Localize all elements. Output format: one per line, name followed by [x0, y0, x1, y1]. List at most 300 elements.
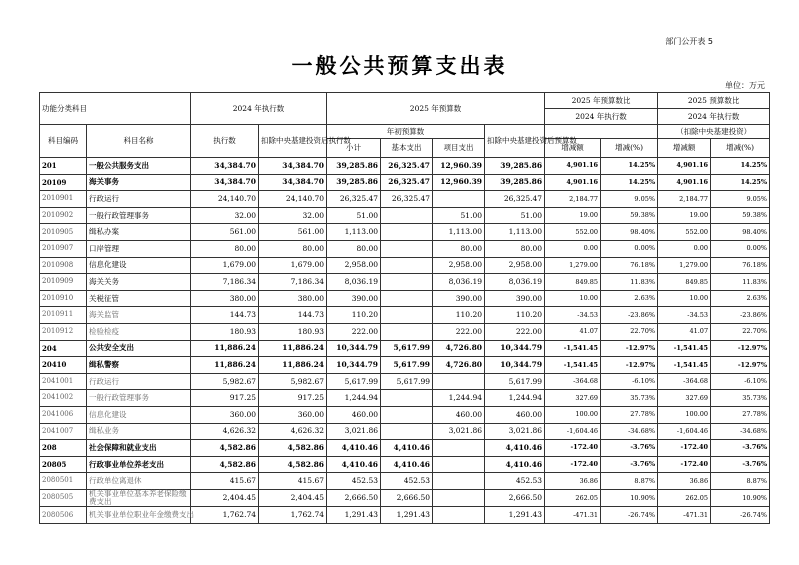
table-row	[40, 191, 770, 208]
cell-basic: 452.53	[381, 473, 433, 490]
cell-diff2: -364.68	[658, 373, 711, 390]
cell-diff2: 1,279.00	[658, 257, 711, 274]
cell-exec: 24,140.70	[191, 191, 259, 208]
cell-name: 行政运行	[87, 373, 191, 390]
cell-rate2: -3.76%	[711, 440, 770, 457]
cell-name: 信息化建设	[87, 257, 191, 274]
header-cmp1-line1: 2025 年预算数比	[545, 93, 658, 109]
cell-rate1: 14.25%	[601, 174, 658, 191]
cell-name: 关税征管	[87, 290, 191, 307]
cell-project: 4,726.80	[433, 357, 485, 374]
header-cmp2-line1: 2025 预算数比	[658, 93, 770, 109]
cell-exec: 415.67	[191, 473, 259, 490]
cell-basic	[381, 290, 433, 307]
table-row	[40, 507, 770, 524]
cell-rate1: 9.05%	[601, 191, 658, 208]
cell-diff2: 327.69	[658, 390, 711, 407]
cell-budget-excl: 1,244.94	[485, 390, 545, 407]
cell-subtotal: 80.00	[327, 240, 381, 257]
cell-rate1: 11.83%	[601, 274, 658, 291]
cell-code: 2010901	[40, 191, 87, 208]
table-row	[40, 440, 770, 457]
cell-budget-excl: 26,325.47	[485, 191, 545, 208]
cell-code: 20410	[40, 357, 87, 374]
cell-exec: 34,384.70	[191, 158, 259, 175]
cell-project: 4,726.80	[433, 340, 485, 357]
cell-basic: 5,617.99	[381, 357, 433, 374]
header-func-subject: 功能分类科目	[40, 93, 191, 125]
cell-basic: 2,666.50	[381, 489, 433, 507]
cell-subtotal: 222.00	[327, 323, 381, 340]
cell-name: 海关关务	[87, 274, 191, 291]
cell-rate2: 9.05%	[711, 191, 770, 208]
cell-budget-excl: 5,617.99	[485, 373, 545, 390]
cell-rate2: 22.70%	[711, 323, 770, 340]
cell-basic: 26,325.47	[381, 158, 433, 175]
cell-budget-excl: 10,344.79	[485, 357, 545, 374]
cell-rate2: 27.78%	[711, 406, 770, 423]
cell-name: 行政单位离退休	[87, 473, 191, 490]
cell-subtotal: 2,958.00	[327, 257, 381, 274]
cell-exec-excl: 80.00	[259, 240, 327, 257]
cell-budget-excl: 222.00	[485, 323, 545, 340]
cell-basic	[381, 406, 433, 423]
table-row	[40, 290, 770, 307]
cell-basic: 26,325.47	[381, 191, 433, 208]
cell-project: 51.00	[433, 207, 485, 224]
header-cmp1-line2: 2024 年执行数	[545, 109, 658, 125]
cell-basic: 4,410.46	[381, 440, 433, 457]
cell-subtotal: 51.00	[327, 207, 381, 224]
cell-diff1: -1,604.46	[545, 423, 601, 440]
table-row	[40, 456, 770, 473]
cell-name: 社会保障和就业支出	[87, 440, 191, 457]
header-diff2: 增减额	[658, 139, 711, 158]
cell-diff1: 19.00	[545, 207, 601, 224]
cell-code: 2041001	[40, 373, 87, 390]
cell-basic	[381, 390, 433, 407]
form-code: 部门公开表 5	[665, 37, 713, 46]
cell-subtotal: 10,344.79	[327, 357, 381, 374]
cell-rate2: 98.40%	[711, 224, 770, 241]
cell-name: 信息化建设	[87, 406, 191, 423]
cell-diff1: -1,541.45	[545, 357, 601, 374]
cell-exec: 2,404.45	[191, 489, 259, 507]
cell-subtotal: 390.00	[327, 290, 381, 307]
cell-diff1: -34.53	[545, 307, 601, 324]
cell-rate1: 10.90%	[601, 489, 658, 507]
table-row	[40, 158, 770, 175]
cell-basic: 1,291.43	[381, 507, 433, 524]
cell-rate1: -3.76%	[601, 456, 658, 473]
cell-rate2: 76.18%	[711, 257, 770, 274]
header-subtotal: 小计	[327, 139, 381, 158]
cell-rate1: -23.86%	[601, 307, 658, 324]
header-code: 科目编码	[40, 125, 87, 158]
cell-diff2: 4,901.16	[658, 174, 711, 191]
header-initial-budget: 年初预算数	[327, 125, 485, 139]
cell-diff2: 19.00	[658, 207, 711, 224]
cell-exec: 11,886.24	[191, 340, 259, 357]
table-row	[40, 174, 770, 191]
cell-exec: 11,886.24	[191, 357, 259, 374]
table-row	[40, 423, 770, 440]
cell-diff2: 41.07	[658, 323, 711, 340]
cell-rate1: -3.76%	[601, 440, 658, 457]
cell-diff2: 849.85	[658, 274, 711, 291]
cell-project: 110.20	[433, 307, 485, 324]
cell-budget-excl: 4,410.46	[485, 440, 545, 457]
cell-project: 460.00	[433, 406, 485, 423]
cell-project	[433, 456, 485, 473]
cell-code: 2010902	[40, 207, 87, 224]
cell-budget-excl: 390.00	[485, 290, 545, 307]
cell-rate1: 27.78%	[601, 406, 658, 423]
cell-exec-excl: 415.67	[259, 473, 327, 490]
cell-basic	[381, 274, 433, 291]
cell-budget-excl: 51.00	[485, 207, 545, 224]
cell-rate2: 59.38%	[711, 207, 770, 224]
cell-diff2: 2,184.77	[658, 191, 711, 208]
cell-diff2: -1,541.45	[658, 340, 711, 357]
cell-basic	[381, 423, 433, 440]
header-basic: 基本支出	[381, 139, 433, 158]
cell-exec-excl: 4,582.86	[259, 456, 327, 473]
cell-name: 机关事业单位基本养老保险缴费支出	[87, 489, 191, 507]
cell-exec: 1,679.00	[191, 257, 259, 274]
cell-name: 海关事务	[87, 174, 191, 191]
cell-code: 204	[40, 340, 87, 357]
cell-name: 行政事业单位养老支出	[87, 456, 191, 473]
cell-exec-excl: 917.25	[259, 390, 327, 407]
cell-diff2: -172.40	[658, 440, 711, 457]
cell-subtotal: 2,666.50	[327, 489, 381, 507]
cell-exec: 4,626.32	[191, 423, 259, 440]
cell-diff1: 262.05	[545, 489, 601, 507]
cell-code: 201	[40, 158, 87, 175]
cell-diff1: -172.40	[545, 456, 601, 473]
cell-rate1: -12.97%	[601, 357, 658, 374]
table-row	[40, 240, 770, 257]
cell-diff2: -1,541.45	[658, 357, 711, 374]
cell-rate2: 35.73%	[711, 390, 770, 407]
table-row	[40, 489, 770, 507]
cell-name: 海关监管	[87, 307, 191, 324]
header-exec: 执行数	[191, 125, 259, 158]
cell-exec: 180.93	[191, 323, 259, 340]
cell-subtotal: 1,291.43	[327, 507, 381, 524]
table-row	[40, 207, 770, 224]
header-exec-2024: 2024 年执行数	[191, 93, 327, 125]
cell-diff1: 41.07	[545, 323, 601, 340]
cell-diff2: 552.00	[658, 224, 711, 241]
cell-project: 222.00	[433, 323, 485, 340]
header-budget-2025: 2025 年预算数	[327, 93, 545, 125]
header-cmp2-line2: 2024 年执行数	[658, 109, 770, 125]
header-diff1: 增减额	[545, 139, 601, 158]
cell-diff1: 849.85	[545, 274, 601, 291]
cell-exec: 561.00	[191, 224, 259, 241]
cell-name: 行政运行	[87, 191, 191, 208]
cell-code: 2010911	[40, 307, 87, 324]
cell-diff2: -471.31	[658, 507, 711, 524]
cell-project: 1,244.94	[433, 390, 485, 407]
table-row	[40, 390, 770, 407]
cell-code: 2010909	[40, 274, 87, 291]
cell-diff2: 0.00	[658, 240, 711, 257]
cell-name: 缉私业务	[87, 423, 191, 440]
cell-code: 2041006	[40, 406, 87, 423]
cell-exec-excl: 32.00	[259, 207, 327, 224]
cell-code: 2010905	[40, 224, 87, 241]
cell-project	[433, 489, 485, 507]
table-row	[40, 340, 770, 357]
cell-exec-excl: 1,679.00	[259, 257, 327, 274]
cell-budget-excl: 452.53	[485, 473, 545, 490]
cell-budget-excl: 1,291.43	[485, 507, 545, 524]
cell-subtotal: 1,113.00	[327, 224, 381, 241]
cell-diff2: 36.86	[658, 473, 711, 490]
cell-diff1: 0.00	[545, 240, 601, 257]
cell-rate2: -34.68%	[711, 423, 770, 440]
cell-subtotal: 39,285.86	[327, 158, 381, 175]
table-row	[40, 373, 770, 390]
cell-basic	[381, 240, 433, 257]
table-row	[40, 406, 770, 423]
header-budget-excl: 扣除中央基建投资后预算数	[485, 125, 545, 158]
cell-subtotal: 8,036.19	[327, 274, 381, 291]
cell-diff1: -364.68	[545, 373, 601, 390]
cell-rate1: 8.87%	[601, 473, 658, 490]
cell-rate1: 76.18%	[601, 257, 658, 274]
cell-exec-excl: 11,886.24	[259, 357, 327, 374]
cell-diff1: 4,901.16	[545, 174, 601, 191]
cell-name: 检验检疫	[87, 323, 191, 340]
cell-basic	[381, 257, 433, 274]
cell-rate2: -23.86%	[711, 307, 770, 324]
cell-project: 390.00	[433, 290, 485, 307]
cell-exec-excl: 4,582.86	[259, 440, 327, 457]
cell-exec-excl: 34,384.70	[259, 174, 327, 191]
cell-diff1: 4,901.16	[545, 158, 601, 175]
cell-budget-excl: 3,021.86	[485, 423, 545, 440]
cell-subtotal: 1,244.94	[327, 390, 381, 407]
cell-exec: 1,762.74	[191, 507, 259, 524]
cell-exec: 4,582.86	[191, 456, 259, 473]
cell-exec-excl: 360.00	[259, 406, 327, 423]
cell-exec-excl: 4,626.32	[259, 423, 327, 440]
cell-diff1: -471.31	[545, 507, 601, 524]
header-rate1: 增减(%)	[601, 139, 658, 158]
cell-project: 12,960.39	[433, 158, 485, 175]
cell-name: 缉私警察	[87, 357, 191, 374]
cell-rate2: -6.10%	[711, 373, 770, 390]
cell-exec: 360.00	[191, 406, 259, 423]
cell-exec: 4,582.86	[191, 440, 259, 457]
cell-budget-excl: 460.00	[485, 406, 545, 423]
cell-project	[433, 473, 485, 490]
cell-diff1: 327.69	[545, 390, 601, 407]
cell-diff1: -172.40	[545, 440, 601, 457]
cell-code: 20805	[40, 456, 87, 473]
table-row	[40, 323, 770, 340]
table-row	[40, 357, 770, 374]
cell-code: 2010907	[40, 240, 87, 257]
cell-subtotal: 4,410.46	[327, 440, 381, 457]
cell-basic	[381, 224, 433, 241]
cell-name: 公共安全支出	[87, 340, 191, 357]
cell-exec: 917.25	[191, 390, 259, 407]
cell-exec-excl: 561.00	[259, 224, 327, 241]
cell-rate2: 11.83%	[711, 274, 770, 291]
cell-basic: 5,617.99	[381, 373, 433, 390]
cell-code: 2080501	[40, 473, 87, 490]
cell-code: 208	[40, 440, 87, 457]
cell-subtotal: 460.00	[327, 406, 381, 423]
cell-exec: 34,384.70	[191, 174, 259, 191]
cell-exec: 32.00	[191, 207, 259, 224]
header-name: 科目名称	[87, 125, 191, 158]
cell-budget-excl: 2,958.00	[485, 257, 545, 274]
cell-subtotal: 3,021.86	[327, 423, 381, 440]
cell-basic	[381, 323, 433, 340]
cell-budget-excl: 39,285.86	[485, 158, 545, 175]
cell-subtotal: 39,285.86	[327, 174, 381, 191]
cell-budget-excl: 10,344.79	[485, 340, 545, 357]
cell-code: 2041007	[40, 423, 87, 440]
table-row	[40, 257, 770, 274]
cell-code: 20109	[40, 174, 87, 191]
cell-name: 口岸管理	[87, 240, 191, 257]
cell-budget-excl: 4,410.46	[485, 456, 545, 473]
budget-expenditure-table	[39, 92, 770, 524]
cell-diff2: 10.00	[658, 290, 711, 307]
cell-basic: 26,325.47	[381, 174, 433, 191]
cell-basic	[381, 307, 433, 324]
cell-project: 12,960.39	[433, 174, 485, 191]
cell-diff2: 100.00	[658, 406, 711, 423]
cell-rate2: 10.90%	[711, 489, 770, 507]
cell-rate2: -3.76%	[711, 456, 770, 473]
table-row	[40, 307, 770, 324]
header-project: 项目支出	[433, 139, 485, 158]
cell-name: 机关事业单位职业年金缴费支出	[87, 507, 191, 524]
cell-exec: 7,186.34	[191, 274, 259, 291]
cell-diff2: -34.53	[658, 307, 711, 324]
unit-label: 单位：万元	[725, 81, 765, 90]
cell-project: 80.00	[433, 240, 485, 257]
cell-diff2: -172.40	[658, 456, 711, 473]
cell-code: 2080505	[40, 489, 87, 507]
cell-rate1: 0.00%	[601, 240, 658, 257]
cell-rate1: 22.70%	[601, 323, 658, 340]
cell-budget-excl: 39,285.86	[485, 174, 545, 191]
cell-diff1: -1,541.45	[545, 340, 601, 357]
cell-budget-excl: 110.20	[485, 307, 545, 324]
cell-exec-excl: 180.93	[259, 323, 327, 340]
cell-diff2: -1,604.46	[658, 423, 711, 440]
cell-exec: 80.00	[191, 240, 259, 257]
header-cmp2-line3: （扣除中央基建投资）	[658, 125, 770, 139]
table-row	[40, 224, 770, 241]
cell-subtotal: 110.20	[327, 307, 381, 324]
cell-rate2: -12.97%	[711, 357, 770, 374]
cell-rate1: 35.73%	[601, 390, 658, 407]
cell-basic: 4,410.46	[381, 456, 433, 473]
cell-rate2: -12.97%	[711, 340, 770, 357]
cell-code: 2080506	[40, 507, 87, 524]
cell-exec: 5,982.67	[191, 373, 259, 390]
cell-project: 1,113.00	[433, 224, 485, 241]
cell-rate2: -26.74%	[711, 507, 770, 524]
cell-basic: 5,617.99	[381, 340, 433, 357]
cell-rate2: 8.87%	[711, 473, 770, 490]
cell-budget-excl: 1,113.00	[485, 224, 545, 241]
cell-code: 2041002	[40, 390, 87, 407]
cell-rate1: -34.68%	[601, 423, 658, 440]
cell-name: 一般行政管理事务	[87, 207, 191, 224]
cell-subtotal: 5,617.99	[327, 373, 381, 390]
cell-name: 一般行政管理事务	[87, 390, 191, 407]
cell-diff2: 4,901.16	[658, 158, 711, 175]
cell-project	[433, 440, 485, 457]
cell-code: 2010910	[40, 290, 87, 307]
cell-diff1: 36.86	[545, 473, 601, 490]
cell-code: 2010908	[40, 257, 87, 274]
cell-budget-excl: 8,036.19	[485, 274, 545, 291]
cell-subtotal: 10,344.79	[327, 340, 381, 357]
cell-exec-excl: 5,982.67	[259, 373, 327, 390]
cell-budget-excl: 2,666.50	[485, 489, 545, 507]
cell-budget-excl: 80.00	[485, 240, 545, 257]
cell-rate2: 2.63%	[711, 290, 770, 307]
cell-subtotal: 452.53	[327, 473, 381, 490]
cell-exec-excl: 2,404.45	[259, 489, 327, 507]
cell-rate1: 59.38%	[601, 207, 658, 224]
cell-rate1: 14.25%	[601, 158, 658, 175]
cell-subtotal: 26,325.47	[327, 191, 381, 208]
cell-basic	[381, 207, 433, 224]
cell-rate2: 0.00%	[711, 240, 770, 257]
cell-exec-excl: 11,886.24	[259, 340, 327, 357]
cell-diff1: 1,279.00	[545, 257, 601, 274]
cell-exec-excl: 380.00	[259, 290, 327, 307]
cell-rate1: -26.74%	[601, 507, 658, 524]
cell-subtotal: 4,410.46	[327, 456, 381, 473]
cell-rate1: 2.63%	[601, 290, 658, 307]
cell-diff1: 2,184.77	[545, 191, 601, 208]
cell-project	[433, 373, 485, 390]
cell-exec: 144.73	[191, 307, 259, 324]
cell-exec-excl: 34,384.70	[259, 158, 327, 175]
cell-diff1: 552.00	[545, 224, 601, 241]
cell-rate1: -6.10%	[601, 373, 658, 390]
table-row	[40, 274, 770, 291]
cell-diff1: 10.00	[545, 290, 601, 307]
cell-rate2: 14.25%	[711, 158, 770, 175]
cell-exec-excl: 7,186.34	[259, 274, 327, 291]
cell-code: 2010912	[40, 323, 87, 340]
cell-diff1: 100.00	[545, 406, 601, 423]
cell-rate1: -12.97%	[601, 340, 658, 357]
cell-exec-excl: 144.73	[259, 307, 327, 324]
cell-project: 8,036.19	[433, 274, 485, 291]
table-row	[40, 473, 770, 490]
cell-exec-excl: 1,762.74	[259, 507, 327, 524]
header-exec-excl: 扣除中央基建投资后执行数	[259, 125, 327, 158]
header-rate2: 增减(%)	[711, 139, 770, 158]
cell-name: 缉私办案	[87, 224, 191, 241]
